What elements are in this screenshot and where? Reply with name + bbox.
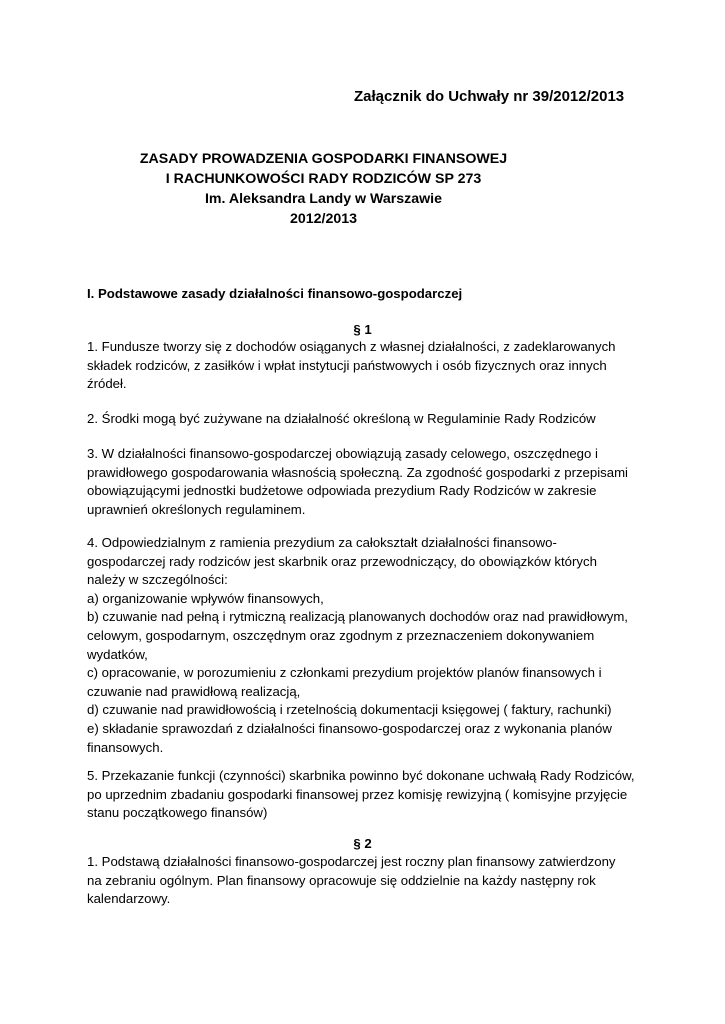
paragraph-2-1 (87, 853, 647, 909)
text-line: e) składanie sprawozdań z działalności finansowo-gospodarczej oraz z wykonania planów (87, 720, 612, 736)
text-line: uprawnień określonych regulaminem. (87, 501, 306, 517)
paragraph-1-4 (87, 534, 647, 757)
text-line: b) czuwanie nad pełną i rytmiczną realizacją planowanych dochodów oraz nad prawidłowym, (87, 609, 628, 625)
text-line: 5. Przekazanie funkcji (czynności) skarbnika powinno być dokonane uchwałą Rady Rodziców, (87, 768, 635, 783)
text-line: 3. W działalności finansowo-gospodarczej obowiązują zasady celowego, oszczędnego i (87, 446, 598, 461)
text-line: celowym, gospodarnym, oszczędnym oraz zgodnym z przeznaczeniem dokonywaniem (87, 627, 595, 643)
attachment-label: Załącznik do Uchwały nr 39/2012/2013 (354, 88, 625, 105)
title-line-2: I RACHUNKOWOŚCI RADY RODZICÓW SP 273 (165, 171, 482, 187)
paragraph-1-2 (87, 410, 647, 429)
text-line: c) opracowanie, w porozumieniu z członkami prezydium projektów planów finansowych i (87, 665, 602, 681)
text-line: a) organizowanie wpływów finansowych, (87, 590, 324, 606)
text-line: na zebraniu ogólnym. Plan finansowy opracowuje się oddzielnie na każdy następny rok (87, 872, 596, 888)
text-line: 4. Odpowiedzialnym z ramienia prezydium za całokształt działalności finansowo- (87, 535, 557, 550)
text-line: wydatków, (87, 646, 148, 662)
text-line: stanu początkowego finansów) (87, 805, 268, 821)
title-line-1: ZASADY PROWADZENIA GOSPODARKI FINANSOWEJ (139, 151, 508, 167)
text-line: gospodarczej rady rodziców jest skarbnik oraz przewodniczący, do obowiązków których (87, 553, 597, 569)
paragraph-mark-2 (0, 836, 725, 851)
text-line: 1. Fundusze tworzy się z dochodów osiąganych z własnej działalności, z zadeklarowanych (87, 339, 616, 354)
paragraph-1-3 (87, 445, 647, 519)
text-line: obowiązującymi jednostki budżetowe odpowiada prezydium Rady Rodziców w zakresie (87, 483, 597, 499)
paragraph-1-5 (87, 767, 647, 823)
text-line: źródeł. (87, 376, 127, 392)
document-title (0, 149, 725, 229)
text-line: prawidłowego gospodarowania własnością społeczną. Za zgodność gospodarki z przepisami (87, 464, 628, 480)
section-heading: I. Podstawowe zasady działalności finansowo-gospodarczej (87, 286, 463, 301)
text-line: składek rodziców, z zasiłków i wpłat instytucji państwowych i osób fizycznych oraz innych (87, 357, 607, 373)
text-line: czuwanie nad prawidłową realizacją, (87, 683, 301, 699)
paragraph-1-1 (87, 338, 647, 394)
paragraph-mark-text: § 1 (353, 322, 372, 337)
text-line: 1. Podstawą działalności finansowo-gospodarczej jest roczny plan finansowy zatwierdzony (87, 854, 616, 869)
text-line: finansowych. (87, 739, 164, 755)
text-line: d) czuwanie nad prawidłowością i rzetelnością dokumentacji księgowej ( faktury, rachunki) (87, 702, 612, 718)
text-line: należy w szczególności: (87, 572, 228, 588)
title-line-3: Im. Aleksandra Landy w Warszawie (204, 191, 443, 207)
text-line: kalendarzowy. (87, 891, 171, 907)
paragraph-mark-1 (0, 322, 725, 337)
title-line-4: 2012/2013 (289, 211, 358, 227)
text-line: po uprzednim zbadaniu gospodarki finansowej przez komisję rewizyjną ( komisyjne przyjęcie (87, 786, 628, 802)
paragraph-mark-text: § 2 (353, 836, 372, 851)
text-line: 2. Środki mogą być zużywane na działalność określoną w Regulaminie Rady Rodziców (87, 411, 596, 426)
